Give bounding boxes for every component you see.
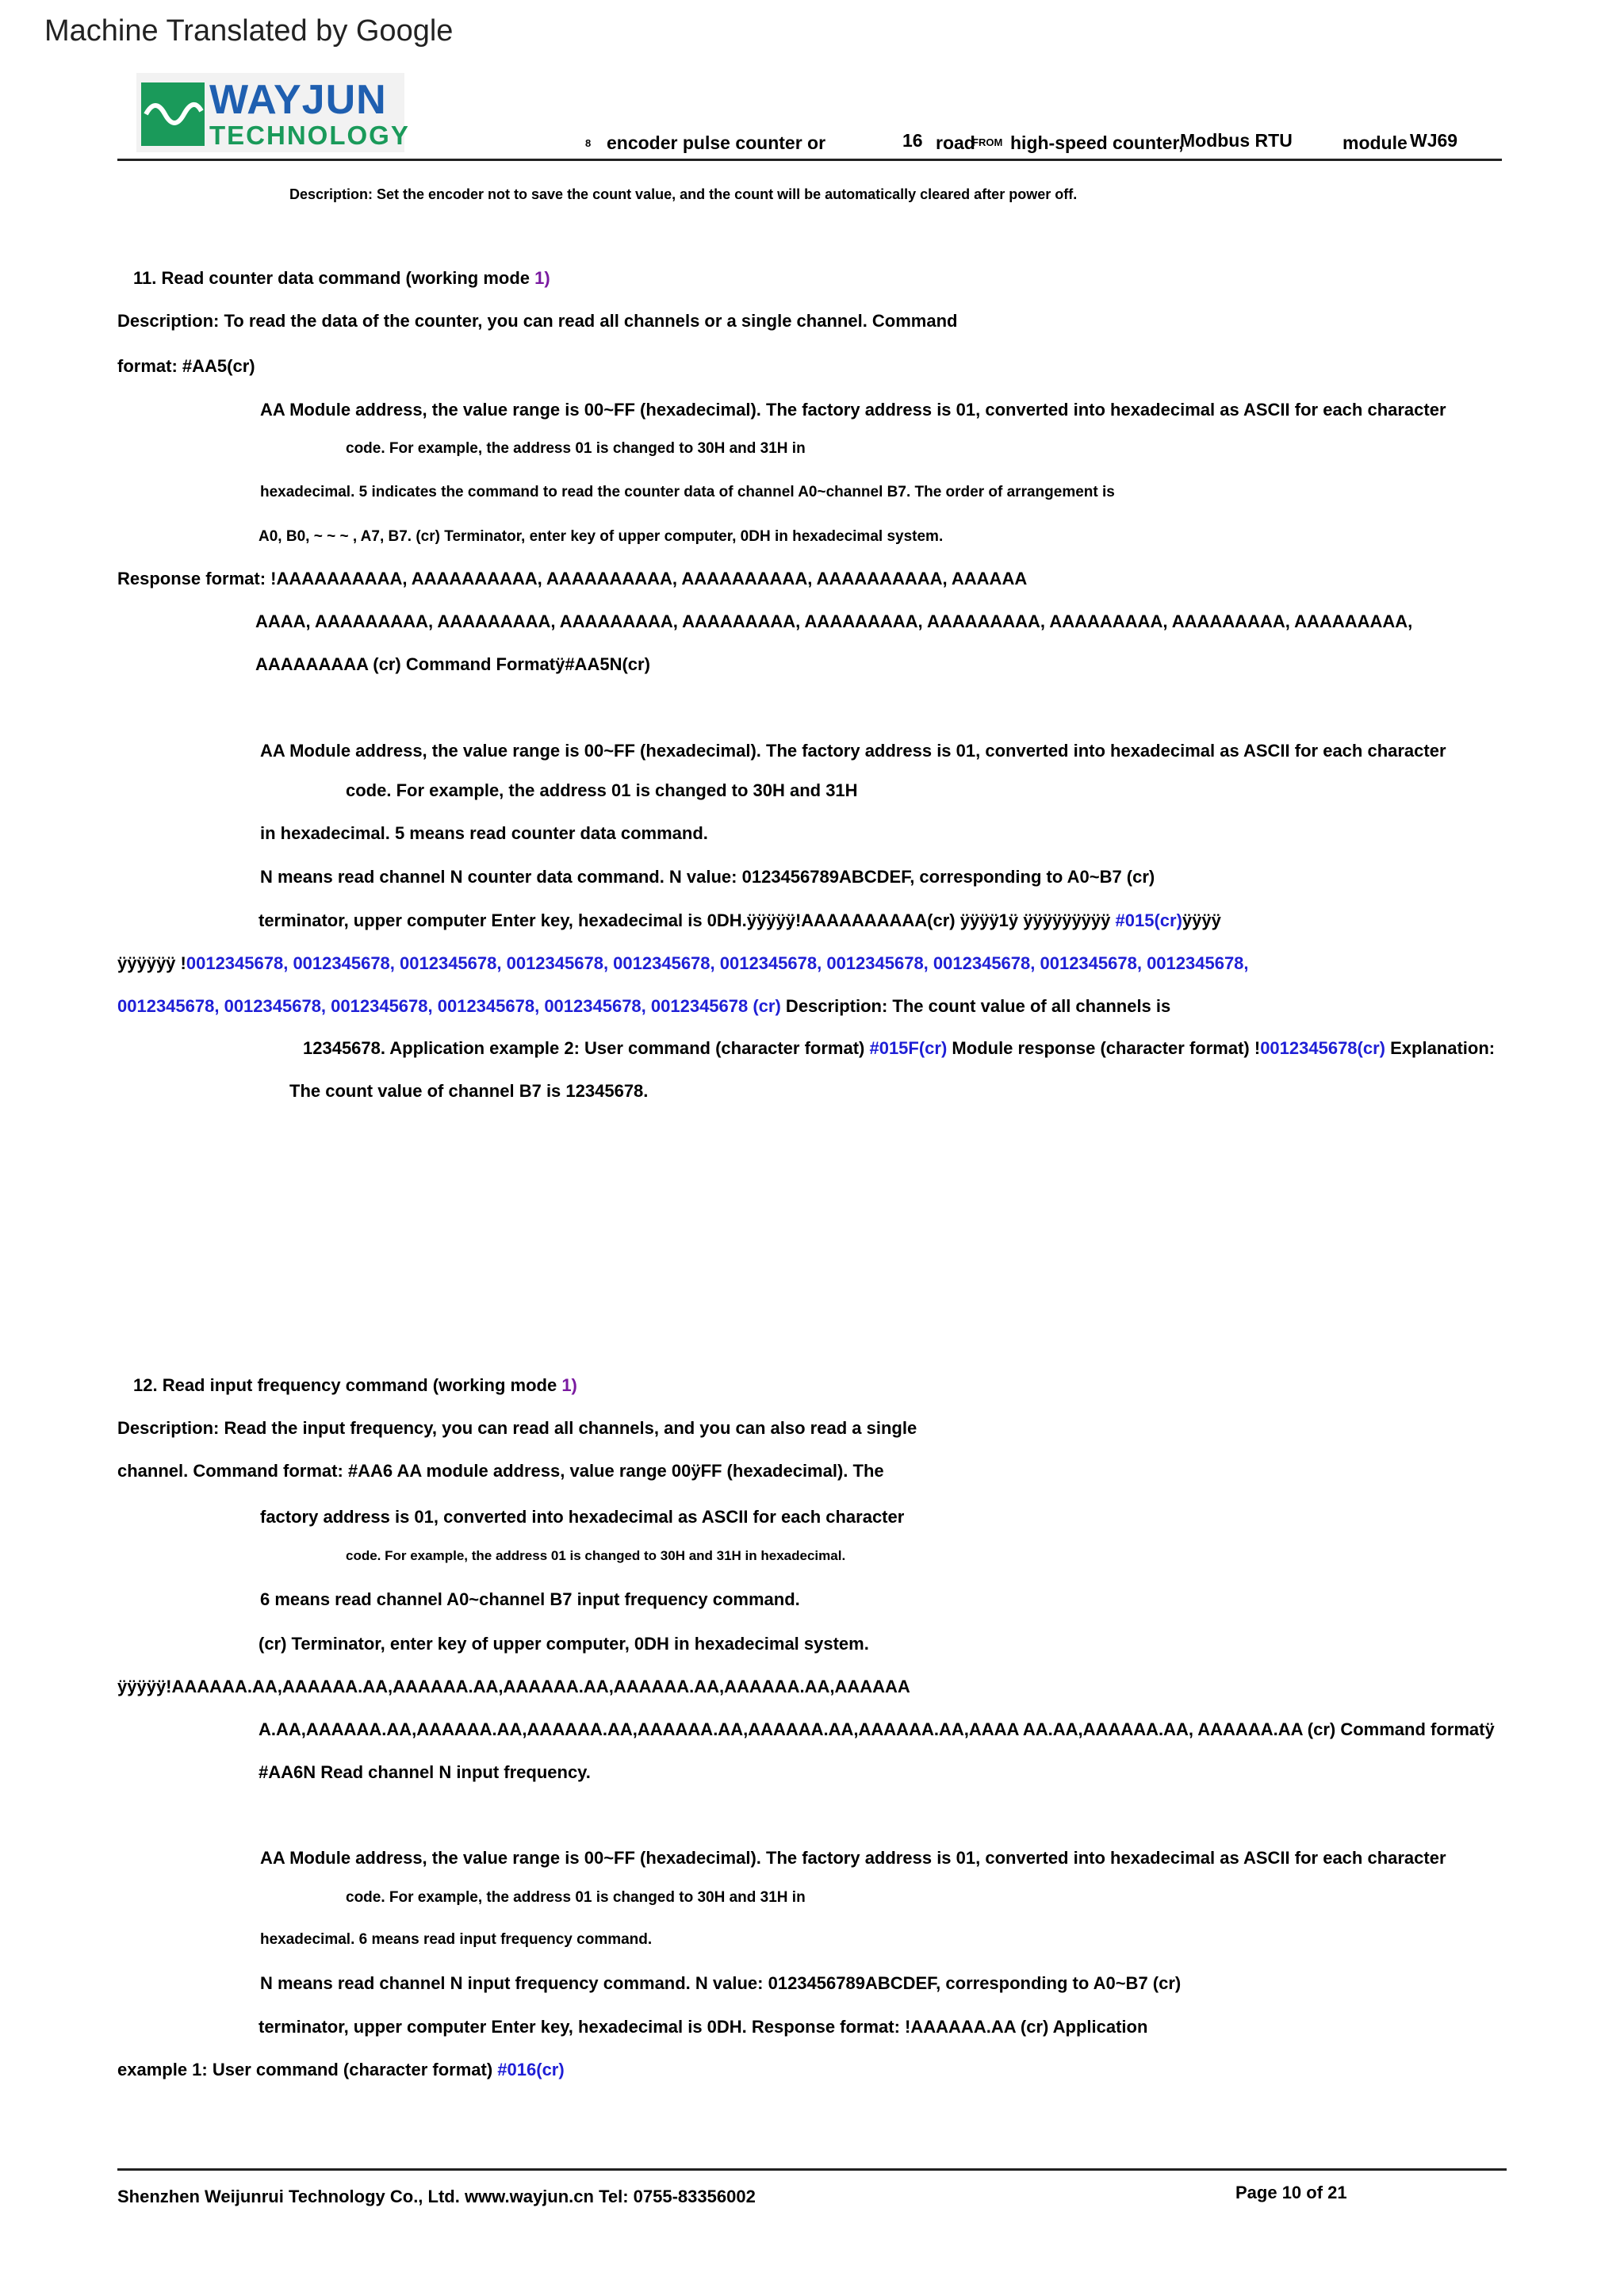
header-number-8: 8 bbox=[585, 137, 592, 149]
footer-page-number: Page 10 of 21 bbox=[1235, 2183, 1347, 2202]
section-11-response-1: Response format: !AAAAAAAAAA, AAAAAAAAAA, AAAAAAAAAA, AAAAAAAAAA, AAAAAAAAAA, AAAAAA bbox=[117, 569, 1028, 588]
section-11-n-line-5: terminator, upper computer Enter key, hexadecimal is 0DH.ÿÿÿÿÿ!AAAAAAAAAA(cr) ÿÿÿÿ1ÿ ÿÿÿÿÿÿÿÿÿ #015(cr)ÿÿÿÿ bbox=[259, 910, 1221, 930]
section-12-desc-2: channel. Command format: #AA6 AA module address, value range 00ÿFF (hexadecimal). The bbox=[117, 1461, 884, 1481]
footer-company: Shenzhen Weijunrui Technology Co., Ltd. www.wayjun.cn Tel: 0755-83356002 bbox=[117, 2187, 756, 2206]
section-12-response-1: ÿÿÿÿÿ!AAAAAA.AA,AAAAAA.AA,AAAAAA.AA,AAAAAA.AA,AAAAAA.AA,AAAAAA.AA,AAAAAA bbox=[117, 1677, 910, 1696]
section-12-n-line-3: hexadecimal. 6 means read input frequency command. bbox=[260, 1931, 653, 1948]
section-11-response-3: AAAAAAAAA (cr) Command Formatÿ#AA5N(cr) bbox=[255, 654, 650, 674]
header-number-16: 16 bbox=[902, 130, 923, 151]
header-high-speed: high-speed counter, bbox=[1010, 132, 1184, 153]
wave-icon bbox=[141, 82, 205, 146]
section-11-example-3: 12345678. Application example 2: User command (character format) #015F(cr) Module response (character format) !0012345678(cr) Explanation: bbox=[303, 1038, 1496, 1058]
header-rule bbox=[117, 159, 1502, 161]
section-11-n-line-3: in hexadecimal. 5 means read counter data command. bbox=[260, 823, 708, 843]
section-11-title: 11. Read counter data command (working mode 1) bbox=[133, 268, 550, 288]
section-11-param-line-2: code. For example, the address 01 is changed to 30H and 31H in bbox=[346, 440, 806, 457]
section-12-desc-4: code. For example, the address 01 is changed to 30H and 31H in hexadecimal. bbox=[346, 1548, 846, 1563]
section-11-format: format: #AA5(cr) bbox=[117, 356, 255, 376]
section-12-desc-6: (cr) Terminator, enter key of upper computer, 0DH in hexadecimal system. bbox=[259, 1634, 869, 1654]
company-logo bbox=[136, 73, 410, 152]
section-11-description: Description: To read the data of the counter, you can read all channels or a single channel. Command bbox=[117, 311, 958, 331]
top-description: Description: Set the encoder not to save the count value, and the count will be automatically cleared after power off. bbox=[289, 186, 1078, 202]
section-12-desc-1: Description: Read the input frequency, you can read all channels, and you can also read a single bbox=[117, 1418, 917, 1438]
translation-banner: Machine Translated by Google bbox=[44, 14, 454, 48]
header-model: WJ69 bbox=[1410, 130, 1458, 151]
section-11-n-line-4: N means read channel N counter data command. N value: 0123456789ABCDEF, corresponding to A0~B7 (cr) bbox=[260, 867, 1155, 887]
header-encoder: encoder pulse counter or bbox=[607, 132, 826, 153]
section-12-n-line-5: terminator, upper computer Enter key, hexadecimal is 0DH. Response format: !AAAAAA.AA (cr) Application bbox=[259, 2017, 1148, 2037]
section-11-param-line-4: A0, B0, ~ ~ ~ , A7, B7. (cr) Terminator, enter key of upper computer, 0DH in hexadecimal system. bbox=[259, 528, 944, 545]
section-11-param-line-3: hexadecimal. 5 indicates the command to read the counter data of channel A0~channel B7. The order of arrangement is bbox=[260, 484, 1115, 500]
section-12-n-line-1: AA Module address, the value range is 00~FF (hexadecimal). The factory address is 01, converted into hexadecimal as ASCII for each character bbox=[260, 1848, 1446, 1868]
header-modbus: Modbus RTU bbox=[1180, 130, 1293, 151]
footer-rule bbox=[117, 2168, 1507, 2171]
header-road: road bbox=[936, 132, 975, 153]
section-11-example-4: The count value of channel B7 is 12345678. bbox=[289, 1081, 649, 1101]
section-11-n-line-1: AA Module address, the value range is 00~FF (hexadecimal). The factory address is 01, converted into hexadecimal as ASCII for each character bbox=[260, 741, 1446, 761]
section-12-response-3: #AA6N Read channel N input frequency. bbox=[259, 1762, 591, 1782]
section-12-response-2: A.AA,AAAAAA.AA,AAAAAA.AA,AAAAAA.AA,AAAAAA.AA,AAAAAA.AA,AAAAAA.AA,AAAA AA.AA,AAAAAA.AA, AAAAAA.AA (cr) Command formatÿ bbox=[259, 1719, 1495, 1739]
section-11-response-2: AAAA, AAAAAAAAA, AAAAAAAAA, AAAAAAAAA, AAAAAAAAA, AAAAAAAAA, AAAAAAAAA, AAAAAAAAA, AAAAAAAAA, AAAAAAAAA, bbox=[255, 611, 1413, 631]
logo-name: WAYJUN bbox=[209, 77, 387, 123]
section-11-example-1: ÿÿÿÿÿÿ !0012345678, 0012345678, 0012345678, 0012345678, 0012345678, 0012345678, 0012345678, 0012345678, 0012345678, 0012345678, bbox=[117, 953, 1249, 973]
header-module: module bbox=[1342, 132, 1408, 153]
logo-subtitle: TECHNOLOGY bbox=[209, 121, 410, 150]
section-12-n-line-2: code. For example, the address 01 is changed to 30H and 31H in bbox=[346, 1889, 806, 1906]
section-11-example-2: 0012345678, 0012345678, 0012345678, 0012345678, 0012345678, 0012345678 (cr) Description: The count value of all channels is bbox=[117, 996, 1171, 1016]
header-from: FROM bbox=[972, 136, 1003, 148]
section-12-n-line-4: N means read channel N input frequency command. N value: 0123456789ABCDEF, corresponding to A0~B7 (cr) bbox=[260, 1973, 1182, 1993]
section-11-param-line-1: AA Module address, the value range is 00~FF (hexadecimal). The factory address is 01, converted into hexadecimal as ASCII for each character bbox=[260, 400, 1446, 420]
section-12-desc-5: 6 means read channel A0~channel B7 input frequency command. bbox=[260, 1589, 800, 1609]
section-12-desc-3: factory address is 01, converted into hexadecimal as ASCII for each character bbox=[260, 1507, 905, 1527]
section-12-title: 12. Read input frequency command (working mode 1) bbox=[133, 1375, 577, 1395]
section-12-example-1: example 1: User command (character format) #016(cr) bbox=[117, 2060, 565, 2079]
section-11-n-line-2: code. For example, the address 01 is changed to 30H and 31H bbox=[346, 780, 858, 800]
